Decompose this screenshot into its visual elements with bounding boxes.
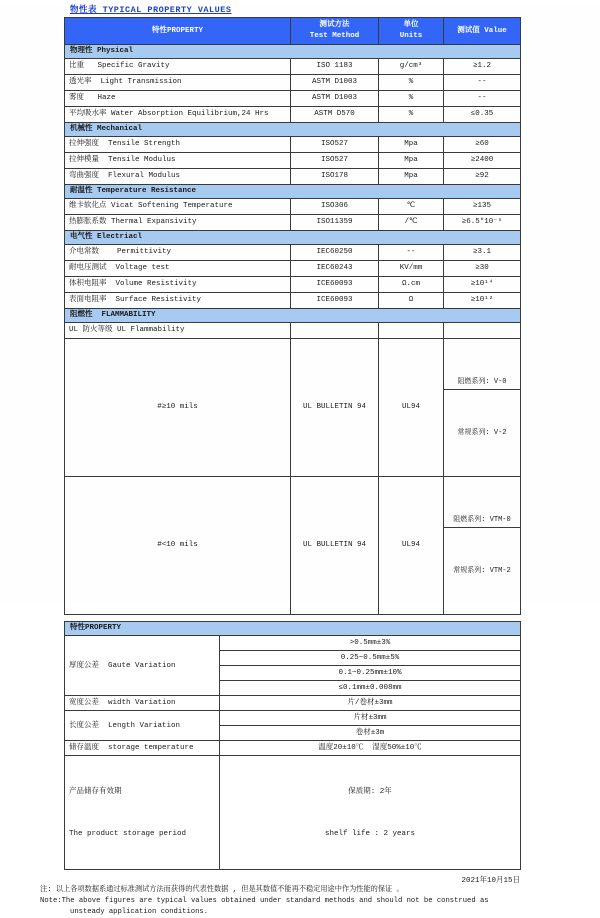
storage-temperature-label: 储存温度 storage temperature [65,741,220,756]
units-cell: Mpa [379,137,444,153]
spec-sheet-page [0,3,600,916]
units-cell: g/cm³ [379,59,444,75]
method-cell: ICE60093 [291,293,379,309]
method-cell: ISO306 [291,199,379,215]
value-cell: -- [444,75,521,91]
thickness-tolerance-value: 0.25~0.5mm±5% [220,651,521,666]
property-cell: 雾度 Haze [65,91,291,107]
thickness-tolerance-value: ≤0.1mm±0.008mm [220,681,521,696]
value-cell: ≥10¹² [444,293,521,309]
method-cell: UL BULLETIN 94 [291,339,379,477]
units-cell: % [379,107,444,123]
method-cell: ICE60093 [291,277,379,293]
table-row [65,215,521,231]
property-cell: 比重 Specific Gravity [65,59,291,75]
width-tolerance-label: 宽度公差 width Variation [65,696,220,711]
property-cell: 体积电阻率 Volume Resistivity [65,277,291,293]
method-cell: ISO527 [291,153,379,169]
value-cell: ≥60 [444,137,521,153]
section-header-flammability [65,309,521,323]
table-row [65,277,521,293]
width-tolerance-value: 片/卷材±3mm [220,696,521,711]
section-header-electrical [65,231,521,245]
section-header-property2 [65,622,521,636]
property-cell: 耐电压测试 Voltage test [65,261,291,277]
table-row [65,636,521,651]
method-cell: ISO527 [291,137,379,153]
units-cell: -- [379,245,444,261]
tolerance-table [64,621,521,870]
table-row [65,756,521,870]
section-header-label: 阻燃性 FLAMMABILITY [65,309,521,323]
col-header-units-cn: 单位 [403,21,419,29]
property-cell: 平均吸水率 Water Absorption Equilibrium,24 Hrs [65,107,291,123]
table-row [65,245,521,261]
property-cell: 表面电阻率 Surface Resistivity [65,293,291,309]
method-cell-empty [291,323,379,339]
value-cell: ≥92 [444,169,521,185]
section-header-physical [65,45,521,59]
method-cell: ISO 1183 [291,59,379,75]
section-header-label: 特性PROPERTY [65,622,521,636]
method-cell: ISO178 [291,169,379,185]
col-header-test-method-cn: 测试方法 [319,21,350,29]
units-cell: KV/mm [379,261,444,277]
value-cell: ≥135 [444,199,521,215]
col-header-value: 测试值 Value [444,18,521,45]
col-header-test-method-en: Test Method [309,32,360,40]
table-header-row [65,18,521,45]
table-row [65,137,521,153]
value-cell-split [444,339,521,477]
property-cell: 拉伸模量 Tensile Modulus [65,153,291,169]
property-cell: 维卡软化点 Vicat Softening Temperature [65,199,291,215]
shelf-life-value-cn: 保质期: 2年 [348,788,392,796]
page-title: 物性表 TYPICAL PROPERTY VALUES [70,5,232,15]
value-cell: ≥3.1 [444,245,521,261]
value-cell-split [444,477,521,615]
length-tolerance-label: 长度公差 Length Variation [65,711,220,741]
method-cell: UL BULLETIN 94 [291,477,379,615]
property-cell: #≥10 mils [65,339,291,477]
table-row [65,741,521,756]
table-row [65,293,521,309]
table-row [65,477,521,615]
section-header-label: 机械性 Mechanical [65,123,521,137]
units-cell: Ω.cm [379,277,444,293]
col-header-property: 特性PROPERTY [65,18,291,45]
section-header-label: 电气性 Electriacl [65,231,521,245]
thickness-tolerance-value: 0.1~0.25mm±10% [220,666,521,681]
document-date: 2021年10月15日 [461,877,520,885]
value-regular-series: 常规系列: V-2 [457,429,507,437]
value-cell: ≤0.35 [444,107,521,123]
value-flame-retardant-series: 阻燃系列: V-0 [444,375,520,390]
section-header-label: 耐温性 Temperature Resistance [65,185,521,199]
units-cell: /℃ [379,215,444,231]
table-row [65,75,521,91]
table-row [65,199,521,215]
value-cell: ≥1.2 [444,59,521,75]
method-cell: ASTM D1003 [291,75,379,91]
typical-property-table [64,17,521,615]
thickness-tolerance-label: 厚度公差 Gaute Variation [65,636,220,696]
table-row [65,323,521,339]
units-cell: Ω [379,293,444,309]
table-row [65,169,521,185]
value-flame-retardant-series: 阻燃系列: VTM-0 [444,513,520,528]
shelf-life-label [65,756,220,870]
section-header-mechanical [65,123,521,137]
table-row [65,261,521,277]
value-regular-series: 常规系列: VTM-2 [453,567,511,575]
units-cell: UL94 [379,477,444,615]
shelf-life-value [220,756,521,870]
value-cell: ≥6.5*10⁻⁵ [444,215,521,231]
property-cell: 拉伸强度 Tensile Strength [65,137,291,153]
table-row [65,107,521,123]
thickness-tolerance-value: >0.5mm±3% [220,636,521,651]
shelf-life-label-cn: 产品储存有效期 [69,788,122,796]
col-header-units-en: Units [399,32,423,40]
units-cell-empty [379,323,444,339]
storage-temperature-value: 温度20±10℃ 湿度50%±10℃ [220,741,521,756]
table-row [65,696,521,711]
table-row [65,153,521,169]
property-cell: 透光率 Light Transmission [65,75,291,91]
method-cell: IEC60243 [291,261,379,277]
length-tolerance-value: 卷材±3m [220,726,521,741]
value-cell: ≥10¹⁴ [444,277,521,293]
units-cell: % [379,75,444,91]
length-tolerance-value: 片材±3mm [220,711,521,726]
property-cell: #<10 mils [65,477,291,615]
value-cell: -- [444,91,521,107]
property-cell: 介电常数 Permittivity [65,245,291,261]
method-cell: ASTM D1003 [291,91,379,107]
col-header-test-method [291,18,379,45]
value-cell: ≥2400 [444,153,521,169]
note-english-line2: unsteady application conditions. [70,908,209,916]
table-row [65,339,521,477]
value-cell: ≥30 [444,261,521,277]
units-cell: ℃ [379,199,444,215]
property-cell: 弯曲强度 Flexural Modulus [65,169,291,185]
section-header-label: 物理性 Physical [65,45,521,59]
note-english-line1: Note:The above figures are typical values obtained under standard methods and should not be construed as [40,897,489,905]
method-cell: IEC60250 [291,245,379,261]
table-row [65,59,521,75]
units-cell: UL94 [379,339,444,477]
note-chinese: 注: 以上各项数据系通过标准测试方法而获得的代表性数据 , 但是其数值不能再不稳定用途中作为性能的保证 。 [40,886,404,894]
ul-flammability-label-cell: UL 防火等级 UL Flammability [65,323,291,339]
property-cell: 热膨胀系数 Thermal Expansivity [65,215,291,231]
method-cell: ASTM D570 [291,107,379,123]
units-cell: % [379,91,444,107]
units-cell: Mpa [379,153,444,169]
section-header-temperature [65,185,521,199]
shelf-life-label-en: The product storage period [69,830,187,838]
table-row [65,91,521,107]
shelf-life-value-en: shelf life : 2 years [325,830,416,838]
table-row [65,711,521,726]
method-cell: ISO11359 [291,215,379,231]
value-cell-empty [444,323,521,339]
units-cell: Mpa [379,169,444,185]
col-header-units [379,18,444,45]
